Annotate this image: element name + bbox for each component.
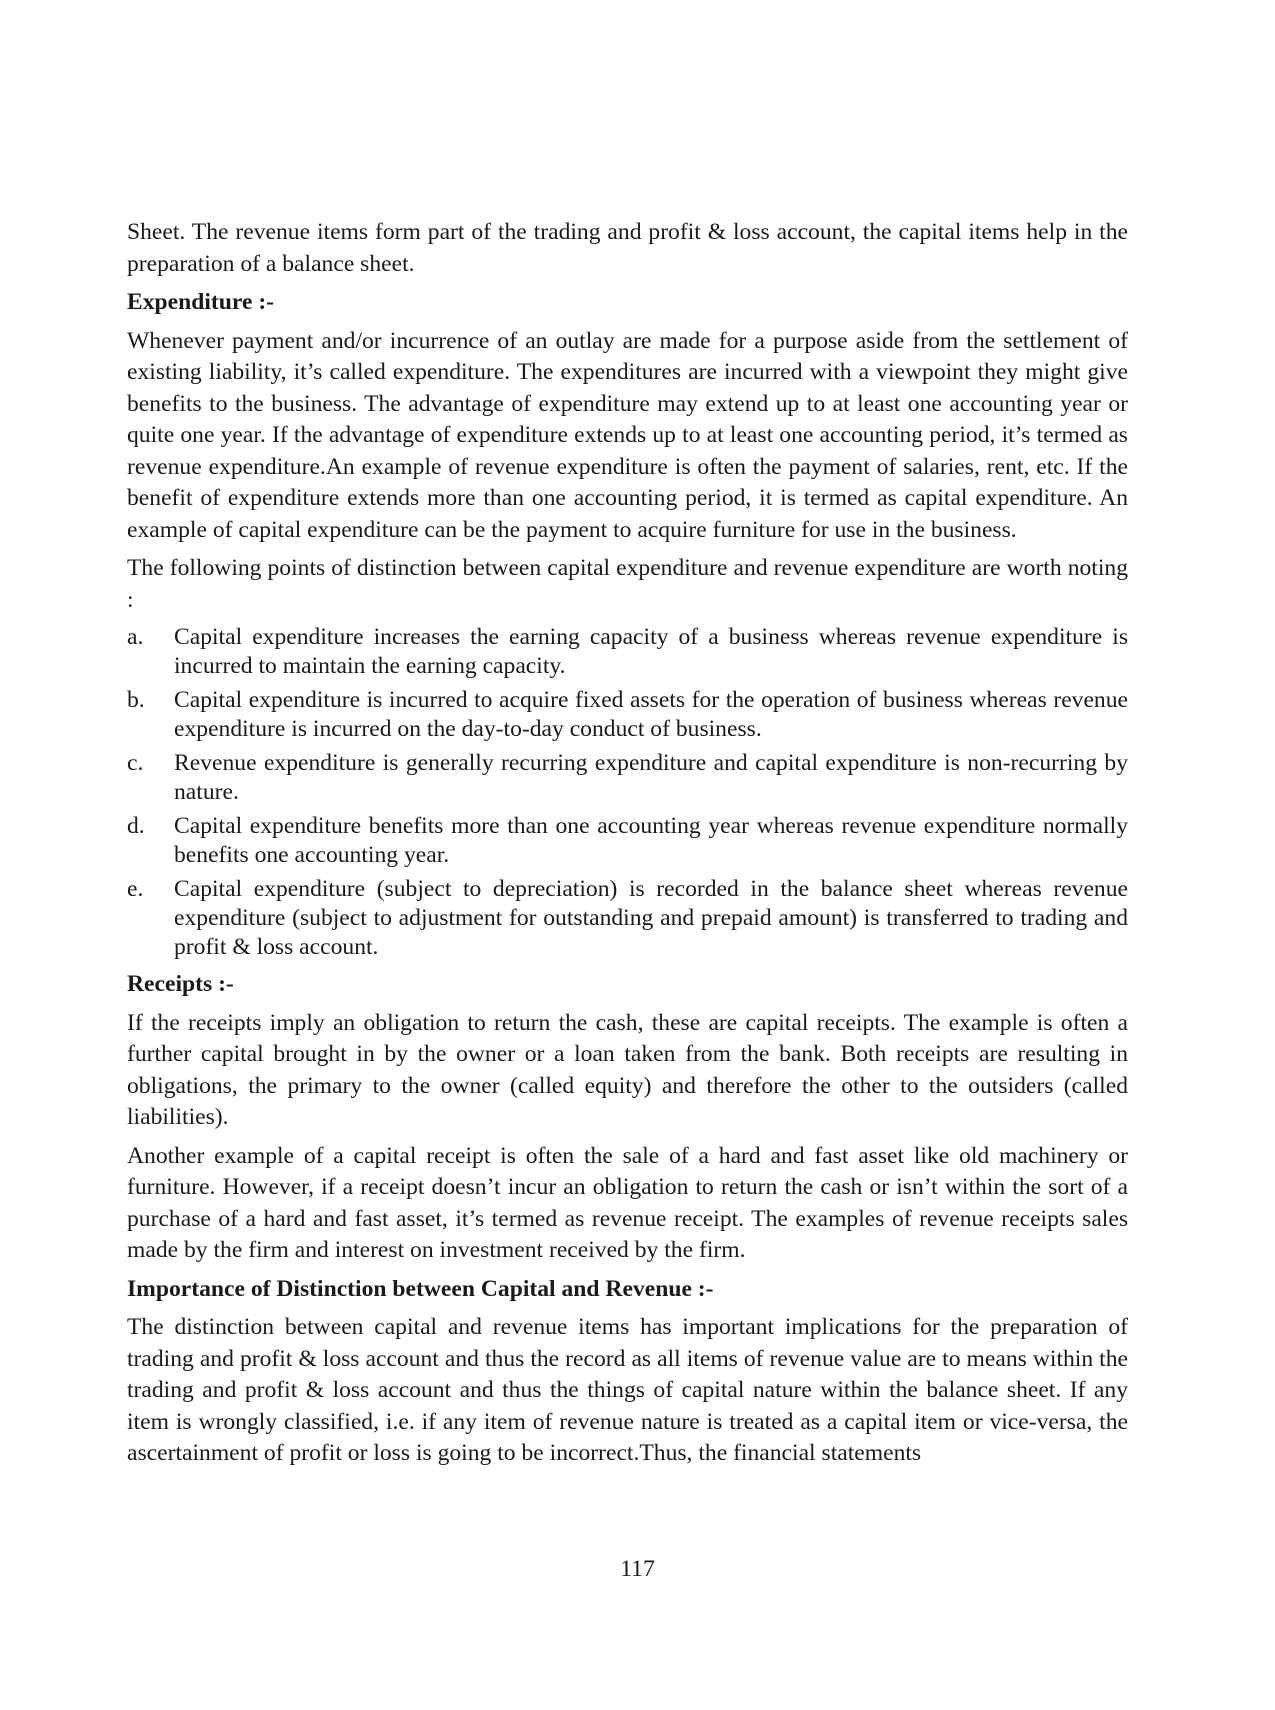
receipts-paragraph-2: Another example of a capital receipt is often the sale of a hard and fast asset like old machinery or furniture. However, if a receipt doesn’t incur an obligation to return the cash or isn’t within the sort of a purchase of a hard and fast asset, it’s termed as revenue receipt. The examples of revenue receipts sales made by the firm and interest on investment received by the firm. — [127, 1142, 1128, 1263]
expenditure-heading: Expenditure :- — [127, 289, 275, 315]
list-item-text: Revenue expenditure is generally recurring expenditure and capital expenditure is non-recurring by nature. — [174, 750, 1128, 805]
list-item — [127, 875, 1128, 962]
list-marker: d. — [127, 813, 145, 839]
list-item-text: Capital expenditure benefits more than one accounting year whereas revenue expenditure normally benefits one accounting year. — [174, 813, 1128, 868]
list-item-text: Capital expenditure is incurred to acquire fixed assets for the operation of business whereas revenue expenditure is incurred on the day-to-day conduct of business. — [174, 687, 1128, 742]
expenditure-paragraph: Whenever payment and/or incurrence of an outlay are made for a purpose aside from the settlement of existing liability, it’s called expenditure. The expenditures are incurred with a viewpoint they might give benefits to the business. The advantage of expenditure may extend up to at least one accounting year or quite one year. If the advantage of expenditure extends up to at least one accounting period, it’s termed as revenue expenditure.An example of revenue expenditure is often the payment of salaries, rent, etc. If the benefit of expenditure extends more than one accounting period, it is termed as capital expenditure. An example of capital expenditure can be the payment to acquire furniture for use in the business. — [127, 327, 1128, 543]
list-marker: e. — [127, 876, 144, 902]
list-item — [127, 623, 1128, 681]
list-item — [127, 686, 1128, 744]
page-number: 117 — [620, 1556, 655, 1582]
receipts-paragraph-1: If the receipts imply an obligation to return the cash, these are capital receipts. The example is often a further capital brought in by the owner or a loan taken from the bank. Both receipts are resulting in obligations, the primary to the owner (called equity) and therefore the other to the outsiders (called liabilities). — [127, 1009, 1128, 1130]
page-body — [127, 217, 1128, 1477]
list-item — [127, 812, 1128, 870]
distinction-points-list — [127, 623, 1128, 962]
list-marker: a. — [127, 624, 144, 650]
list-item-text: Capital expenditure (subject to depreciation) is recorded in the balance sheet whereas revenue expenditure (subject to adjustment for outstanding and prepaid amount) is transferred to trading and profit & loss account. — [174, 876, 1128, 960]
distinction-intro-paragraph: The following points of distinction between capital expenditure and revenue expenditure are worth noting : — [127, 555, 1128, 613]
importance-heading: Importance of Distinction between Capital and Revenue :- — [127, 1275, 714, 1302]
list-marker: c. — [127, 750, 144, 776]
list-item-text: Capital expenditure increases the earning capacity of a business whereas revenue expenditure is incurred to maintain the earning capacity. — [174, 624, 1128, 679]
intro-paragraph: Sheet. The revenue items form part of the trading and profit & loss account, the capital items help in the preparation of a balance sheet. — [127, 219, 1128, 277]
importance-paragraph: The distinction between capital and revenue items has important implications for the preparation of trading and profit & loss account and thus the record as all items of revenue value are to means within the trading and profit & loss account and thus the things of capital nature within the balance sheet. If any item is wrongly classified, i.e. if any item of revenue nature is treated as a capital item or vice-versa, the ascertainment of profit or loss is going to be incorrect.Thus, the financial statements — [127, 1314, 1128, 1466]
list-marker: b. — [127, 687, 145, 713]
receipts-heading: Receipts :- — [127, 971, 234, 997]
list-item — [127, 749, 1128, 807]
